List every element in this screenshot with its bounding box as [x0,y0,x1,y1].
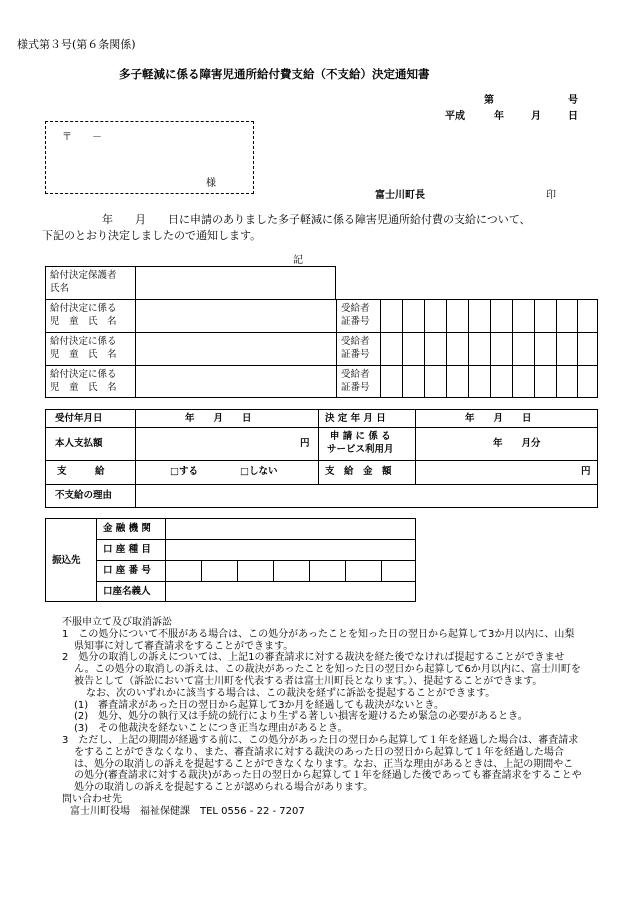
received-date-value: 年 月 日 [185,413,252,424]
ki-heading: 記 [293,255,303,266]
date-month: 月 [531,111,541,122]
decision-date-label: 決 定 年 月 日 [325,413,386,424]
bank-name-label: 金 融 機 関 [103,523,151,534]
payment-yes-checkbox[interactable]: □する [170,466,198,477]
account-holder-label: 口座名義人 [103,586,151,597]
decision-date-value: 年 月 日 [465,413,532,424]
payment-amount-yen: 円 [581,466,591,477]
account-number-label: 口 座 番 号 [103,565,151,576]
postal-code: 〒 － [62,132,102,143]
date-year: 年 [494,111,504,122]
account-type-label: 口 座 種 目 [103,544,151,555]
recipient-label-2: 受給者 証番号 [341,336,370,360]
mayor-name: 富士川町長 [375,190,425,201]
notes-item-1: 1 この処分について不服がある場合は、この処分があったことを知った日の翌日から起算して3か月以内に、山梨県知事に対して審査請求をすることができます。 [62,628,575,652]
notes-item-2: 2 処分の取消しの訴えについては、上記1の審査請求に対する裁決を経た後でなければ提起することができません。この処分の取消しの訴えは、この裁決があったことを知った日の翌日から起算して6か月以内に、富士川町を被告として（訴訟において富士川町を代表する者は富士川町長となります。）、提起することができます。 [62,652,581,687]
payment-label: 支 給 [57,466,105,477]
seal-mark: 印 [546,190,556,201]
notes-sub-3: (3) その他裁決を経ないことにつき正当な理由があるとき。 [74,723,348,735]
notes-sub-1: (1) 審査請求があった日の翌日から起算して3か月を経過しても裁決がないとき。 [74,699,445,711]
notes-item-2-sub: なお、次のいずれかに該当する場合は、この裁決を経ずに訴訟を提起することができます。 [86,687,496,699]
appeal-notes [62,617,582,818]
child-label-1: 給付決定に係る 児 童 氏 名 [50,303,117,327]
self-payment-yen: 円 [300,438,310,449]
payment-no-checkbox[interactable]: □しない [240,466,278,477]
number-go: 号 [568,95,578,106]
notes-sub-2: (2) 処分、処分の執行又は手続の続行により生ずる著しい損害を避けるため緊急の必要があるとき。 [74,711,528,723]
number-dai: 第 [484,95,494,106]
contact-info: 富士川町役場 福祉保健課 TEL 0556 - 22 - 7207 [70,805,305,817]
document-title: 多子軽減に係る障害児通所給付費支給（不支給）決定通知書 [119,67,430,81]
payment-amount-label: 支 給 金 額 [325,466,392,477]
child-label-2: 給付決定に係る 児 童 氏 名 [50,336,117,360]
form-number: 様式第３号(第６条関係) [17,38,136,51]
recipient-label-3: 受給者 証番号 [341,369,370,393]
service-month-label: 申 請 に 係 る サービス利用月 [327,431,394,455]
date-era: 平成 [445,111,465,122]
transfer-label: 振込先 [52,555,81,566]
recipient-label-1: 受給者 証番号 [341,303,370,327]
guardian-label: 給付決定保護者 氏名 [50,270,117,294]
self-payment-label: 本人支払額 [55,438,103,449]
intro-line-1: 年 月 日に申請のありました多子軽減に係る障害児通所給付費の支給について、 [102,213,531,226]
recipient-sama: 様 [206,178,216,189]
notes-heading: 不服申立て及び取消訴訟 [62,617,172,628]
received-date-label: 受付年月日 [55,413,103,424]
date-day: 日 [568,111,578,122]
contact-heading: 問い合わせ先 [62,793,122,805]
notes-item-3: 3 ただし、上記の期間が経過する前に、この処分があった日の翌日から起算して１年を経過した場合は、審査請求をすることができなくなり、また、審査請求に対する裁決のあった日の翌日から起算して１年を経過した場合は、処分の取消しの訴えを提起することができなくなります。なお、正当な理由があるときは、上記の期間やこの処分(審査請求に対する裁決)があった日の翌日から起算して１年を経過した後であっても審査請求をすることや処分の取消しの訴えを提起することが認められる場合があります。 [62,734,582,794]
child-label-3: 給付決定に係る 児 童 氏 名 [50,369,117,393]
service-month-value: 年 月分 [493,438,541,449]
non-payment-reason-label: 不支給の理由 [55,490,113,501]
intro-line-2: 下記のとおり決定しましたので通知します。 [42,229,262,242]
